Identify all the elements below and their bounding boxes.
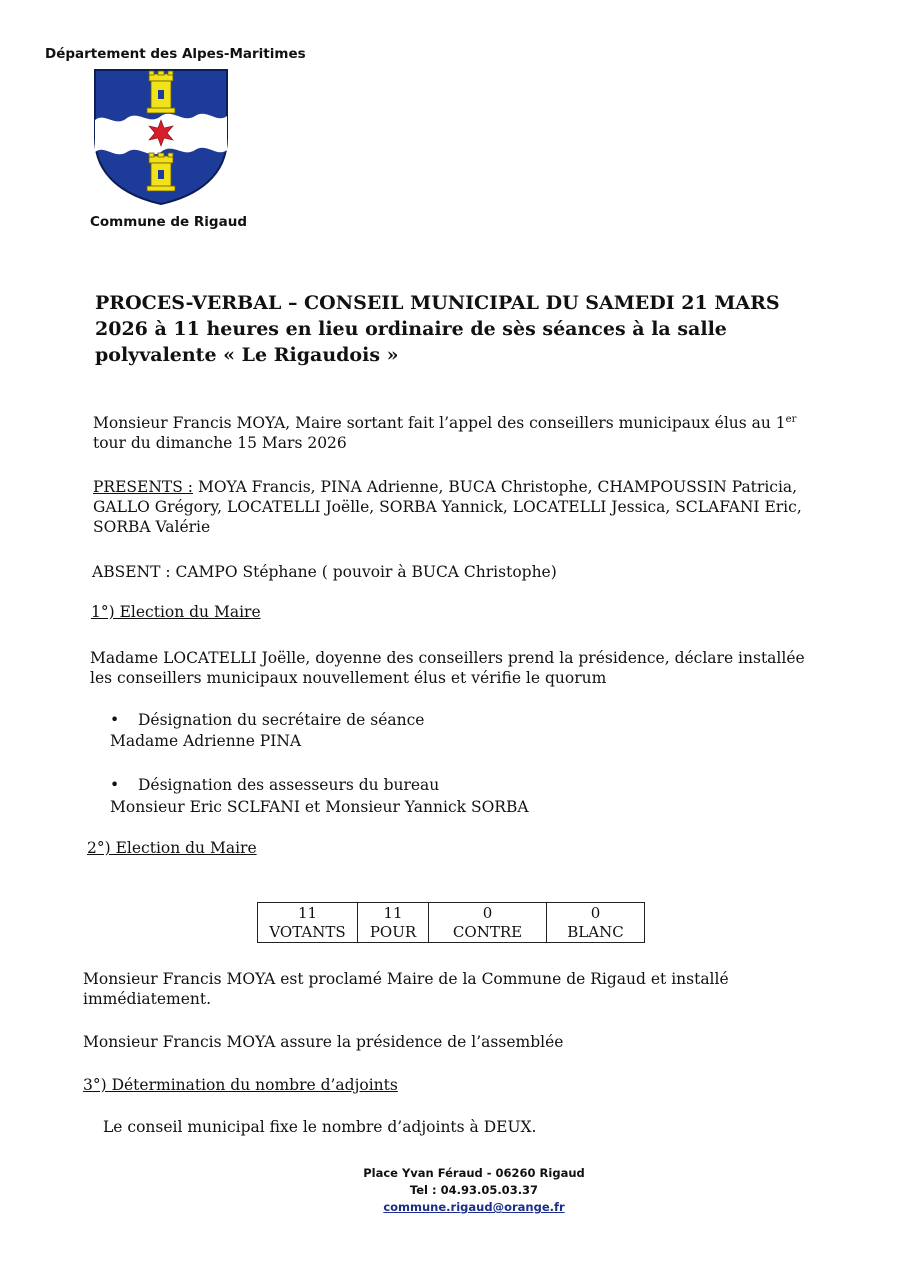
presents-paragraph: PRESENTS : MOYA Francis, PINA Adrienne, BUCA Christophe, CHAMPOUSSIN Patricia, GALLO Grégory, LOCATELLI Joëlle, SORBA Yannick, LOCATELLI Jessica, SCLAFANI Eric, SORBA Valérie (93, 478, 802, 536)
presidency-paragraph: Monsieur Francis MOYA assure la présidence de l’assemblée (83, 1033, 564, 1051)
section-2-heading: 2°) Election du Maire (87, 839, 257, 857)
vote-cell-votants: 11 VOTANTS (258, 903, 358, 943)
footer-address: Place Yvan Féraud - 06260 Rigaud (363, 1166, 585, 1180)
footer-email-link[interactable]: commune.rigaud@orange.fr (383, 1200, 565, 1214)
intro-paragraph: Monsieur Francis MOYA, Maire sortant fait l’appel des conseillers municipaux élus au 1er tour du dimanche 15 Mars 2026 (93, 413, 797, 452)
bullet-secretary: • Désignation du secrétaire de séance (110, 711, 425, 729)
footer-phone: Tel : 04.93.05.03.37 (409, 1183, 539, 1197)
commune-label: Commune de Rigaud (90, 214, 247, 230)
presents-label: PRESENTS : (93, 478, 194, 496)
bullet-assessors: • Désignation des assesseurs du bureau (110, 776, 440, 794)
department-label: Département des Alpes-Maritimes (45, 46, 306, 62)
proclamation-paragraph: Monsieur Francis MOYA est proclamé Maire de la Commune de Rigaud et installé immédiatement. (83, 970, 729, 1008)
vote-cell-contre: 0 CONTRE (429, 903, 547, 943)
section-1-heading: 1°) Election du Maire (91, 603, 261, 621)
vote-results-table (257, 902, 645, 943)
coat-of-arms-icon (93, 68, 229, 206)
assessors-names: Monsieur Eric SCLFANI et Monsieur Yannick SORBA (110, 798, 529, 816)
secretary-name: Madame Adrienne PINA (110, 732, 302, 750)
presidence-paragraph: Madame LOCATELLI Joëlle, doyenne des conseillers prend la présidence, déclare installée les conseillers municipaux nouvellement élus et vérifie le quorum (90, 649, 805, 687)
adjoints-paragraph: Le conseil municipal fixe le nombre d’adjoints à DEUX. (103, 1118, 537, 1136)
section-3-heading: 3°) Détermination du nombre d’adjoints (83, 1076, 398, 1094)
vote-cell-pour: 11 POUR (358, 903, 429, 943)
absent-paragraph: ABSENT : CAMPO Stéphane ( pouvoir à BUCA Christophe) (92, 563, 557, 581)
vote-cell-blanc: 0 BLANC (547, 903, 645, 943)
document-title: PROCES-VERBAL – CONSEIL MUNICIPAL DU SAMEDI 21 MARS 2026 à 11 heures en lieu ordinaire de sès séances à la salle polyvalente « Le Rigaudois » (95, 292, 780, 366)
